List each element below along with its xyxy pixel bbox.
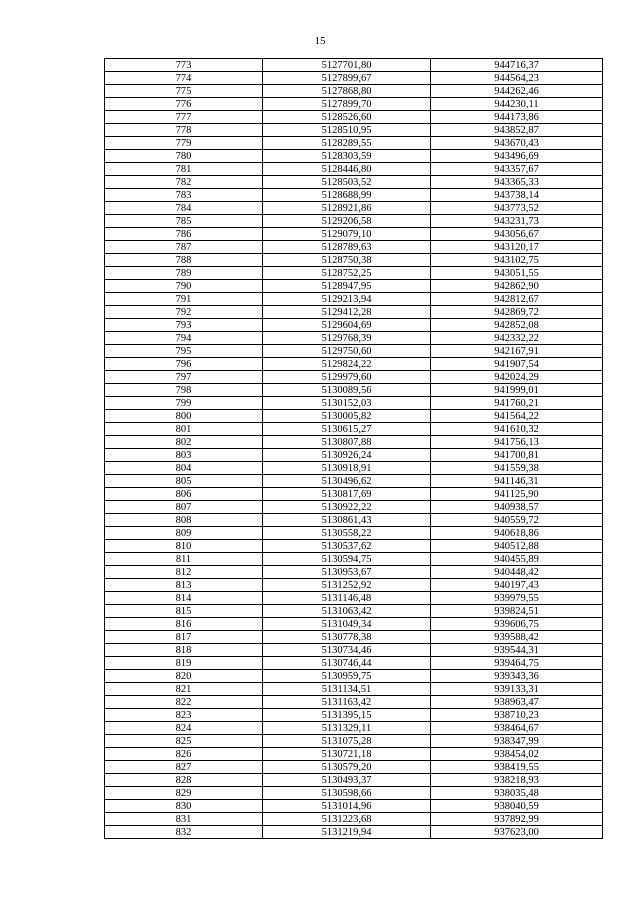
- point-number-cell: 823: [105, 709, 263, 722]
- x-coordinate-cell: 5130926,24: [263, 449, 431, 462]
- y-coordinate-cell: 942024,29: [431, 371, 603, 384]
- point-number-cell: 774: [105, 72, 263, 85]
- point-number-cell: 804: [105, 462, 263, 475]
- table-row: [105, 137, 603, 150]
- y-coordinate-cell: 940938,57: [431, 501, 603, 514]
- table-row: [105, 605, 603, 618]
- table-row: [105, 618, 603, 631]
- y-coordinate-cell: 942332,22: [431, 332, 603, 345]
- x-coordinate-cell: 5130918,91: [263, 462, 431, 475]
- point-number-cell: 810: [105, 540, 263, 553]
- x-coordinate-cell: 5130152,03: [263, 397, 431, 410]
- y-coordinate-cell: 938347,99: [431, 735, 603, 748]
- point-number-cell: 786: [105, 228, 263, 241]
- y-coordinate-cell: 940448,42: [431, 566, 603, 579]
- table-row: [105, 332, 603, 345]
- y-coordinate-cell: 942852,08: [431, 319, 603, 332]
- y-coordinate-cell: 943670,43: [431, 137, 603, 150]
- table-row: [105, 241, 603, 254]
- point-number-cell: 829: [105, 787, 263, 800]
- y-coordinate-cell: 944173,86: [431, 111, 603, 124]
- x-coordinate-cell: 5130579,20: [263, 761, 431, 774]
- x-coordinate-cell: 5127868,80: [263, 85, 431, 98]
- y-coordinate-cell: 939133,31: [431, 683, 603, 696]
- y-coordinate-cell: 940197,43: [431, 579, 603, 592]
- point-number-cell: 780: [105, 150, 263, 163]
- table-row: [105, 800, 603, 813]
- y-coordinate-cell: 941559,38: [431, 462, 603, 475]
- x-coordinate-cell: 5131223,68: [263, 813, 431, 826]
- table-row: [105, 579, 603, 592]
- point-number-cell: 825: [105, 735, 263, 748]
- point-number-cell: 796: [105, 358, 263, 371]
- table-row: [105, 319, 603, 332]
- x-coordinate-cell: 5131252,92: [263, 579, 431, 592]
- y-coordinate-cell: 941760,21: [431, 397, 603, 410]
- y-coordinate-cell: 941610,32: [431, 423, 603, 436]
- y-coordinate-cell: 943773,52: [431, 202, 603, 215]
- table-row: [105, 722, 603, 735]
- x-coordinate-cell: 5131219,94: [263, 826, 431, 839]
- x-coordinate-cell: 5127701,80: [263, 59, 431, 72]
- x-coordinate-cell: 5130746,44: [263, 657, 431, 670]
- x-coordinate-cell: 5128688,99: [263, 189, 431, 202]
- y-coordinate-cell: 943365,33: [431, 176, 603, 189]
- y-coordinate-cell: 943231,73: [431, 215, 603, 228]
- y-coordinate-cell: 943102,75: [431, 254, 603, 267]
- table-row: [105, 176, 603, 189]
- y-coordinate-cell: 939979,55: [431, 592, 603, 605]
- table-row: [105, 735, 603, 748]
- point-number-cell: 803: [105, 449, 263, 462]
- point-number-cell: 827: [105, 761, 263, 774]
- point-number-cell: 795: [105, 345, 263, 358]
- x-coordinate-cell: 5128446,80: [263, 163, 431, 176]
- y-coordinate-cell: 940455,89: [431, 553, 603, 566]
- table-row: [105, 280, 603, 293]
- y-coordinate-cell: 937623,00: [431, 826, 603, 839]
- x-coordinate-cell: 5131146,48: [263, 592, 431, 605]
- point-number-cell: 816: [105, 618, 263, 631]
- table-row: [105, 475, 603, 488]
- x-coordinate-cell: 5131075,28: [263, 735, 431, 748]
- x-coordinate-cell: 5128503,52: [263, 176, 431, 189]
- y-coordinate-cell: 938040,59: [431, 800, 603, 813]
- x-coordinate-cell: 5129750,60: [263, 345, 431, 358]
- y-coordinate-cell: 939588,42: [431, 631, 603, 644]
- table-row: [105, 384, 603, 397]
- point-number-cell: 811: [105, 553, 263, 566]
- y-coordinate-cell: 938218,93: [431, 774, 603, 787]
- x-coordinate-cell: 5128526,60: [263, 111, 431, 124]
- table-row: [105, 189, 603, 202]
- x-coordinate-cell: 5131329,11: [263, 722, 431, 735]
- x-coordinate-cell: 5130953,67: [263, 566, 431, 579]
- point-number-cell: 819: [105, 657, 263, 670]
- point-number-cell: 814: [105, 592, 263, 605]
- table-row: [105, 683, 603, 696]
- x-coordinate-cell: 5129213,94: [263, 293, 431, 306]
- table-row: [105, 527, 603, 540]
- x-coordinate-cell: 5130089,56: [263, 384, 431, 397]
- y-coordinate-cell: 941564,22: [431, 410, 603, 423]
- x-coordinate-cell: 5128303,59: [263, 150, 431, 163]
- y-coordinate-cell: 938464,67: [431, 722, 603, 735]
- point-number-cell: 822: [105, 696, 263, 709]
- point-number-cell: 785: [105, 215, 263, 228]
- x-coordinate-cell: 5128921,86: [263, 202, 431, 215]
- y-coordinate-cell: 941999,01: [431, 384, 603, 397]
- y-coordinate-cell: 943496,69: [431, 150, 603, 163]
- y-coordinate-cell: 944230,11: [431, 98, 603, 111]
- x-coordinate-cell: 5127899,70: [263, 98, 431, 111]
- y-coordinate-cell: 938035,48: [431, 787, 603, 800]
- point-number-cell: 779: [105, 137, 263, 150]
- point-number-cell: 789: [105, 267, 263, 280]
- y-coordinate-cell: 943738,14: [431, 189, 603, 202]
- table-row: [105, 72, 603, 85]
- table-row: [105, 111, 603, 124]
- y-coordinate-cell: 941907,54: [431, 358, 603, 371]
- x-coordinate-cell: 5131063,42: [263, 605, 431, 618]
- point-number-cell: 773: [105, 59, 263, 72]
- table-row: [105, 644, 603, 657]
- y-coordinate-cell: 940559,72: [431, 514, 603, 527]
- y-coordinate-cell: 944716,37: [431, 59, 603, 72]
- y-coordinate-cell: 939824,51: [431, 605, 603, 618]
- table-row: [105, 462, 603, 475]
- x-coordinate-cell: 5130615,27: [263, 423, 431, 436]
- y-coordinate-cell: 943051,55: [431, 267, 603, 280]
- y-coordinate-cell: 940618,86: [431, 527, 603, 540]
- table-row: [105, 748, 603, 761]
- x-coordinate-cell: 5129604,69: [263, 319, 431, 332]
- table-row: [105, 293, 603, 306]
- table-row: [105, 85, 603, 98]
- x-coordinate-cell: 5130598,66: [263, 787, 431, 800]
- table-row: [105, 631, 603, 644]
- table-row: [105, 488, 603, 501]
- y-coordinate-cell: 942167,91: [431, 345, 603, 358]
- point-number-cell: 794: [105, 332, 263, 345]
- y-coordinate-cell: 941700,81: [431, 449, 603, 462]
- table-row: [105, 566, 603, 579]
- x-coordinate-cell: 5128947,95: [263, 280, 431, 293]
- table-row: [105, 670, 603, 683]
- x-coordinate-cell: 5129824,22: [263, 358, 431, 371]
- table-row: [105, 657, 603, 670]
- table-row: [105, 202, 603, 215]
- table-row: [105, 306, 603, 319]
- table-row: [105, 98, 603, 111]
- y-coordinate-cell: 941756,13: [431, 436, 603, 449]
- x-coordinate-cell: 5128289,55: [263, 137, 431, 150]
- table-row: [105, 761, 603, 774]
- point-number-cell: 831: [105, 813, 263, 826]
- table-row: [105, 345, 603, 358]
- point-number-cell: 801: [105, 423, 263, 436]
- x-coordinate-cell: 5130721,18: [263, 748, 431, 761]
- y-coordinate-cell: 939606,75: [431, 618, 603, 631]
- x-coordinate-cell: 5131014,96: [263, 800, 431, 813]
- x-coordinate-cell: 5128510,95: [263, 124, 431, 137]
- x-coordinate-cell: 5127899,67: [263, 72, 431, 85]
- point-number-cell: 809: [105, 527, 263, 540]
- table-row: [105, 553, 603, 566]
- table-row: [105, 423, 603, 436]
- x-coordinate-cell: 5129768,39: [263, 332, 431, 345]
- x-coordinate-cell: 5130861,43: [263, 514, 431, 527]
- point-number-cell: 824: [105, 722, 263, 735]
- y-coordinate-cell: 939464,75: [431, 657, 603, 670]
- table-row: [105, 267, 603, 280]
- table-row: [105, 410, 603, 423]
- y-coordinate-cell: 943357,67: [431, 163, 603, 176]
- table-row: [105, 696, 603, 709]
- point-number-cell: 806: [105, 488, 263, 501]
- y-coordinate-cell: 937892,99: [431, 813, 603, 826]
- point-number-cell: 817: [105, 631, 263, 644]
- x-coordinate-cell: 5129412,28: [263, 306, 431, 319]
- point-number-cell: 792: [105, 306, 263, 319]
- y-coordinate-cell: 939544,31: [431, 644, 603, 657]
- y-coordinate-cell: 944262,46: [431, 85, 603, 98]
- y-coordinate-cell: 944564,23: [431, 72, 603, 85]
- x-coordinate-cell: 5130558,22: [263, 527, 431, 540]
- point-number-cell: 813: [105, 579, 263, 592]
- table-row: [105, 787, 603, 800]
- y-coordinate-cell: 942812,67: [431, 293, 603, 306]
- table-row: [105, 163, 603, 176]
- y-coordinate-cell: 938710,23: [431, 709, 603, 722]
- point-number-cell: 821: [105, 683, 263, 696]
- x-coordinate-cell: 5131049,34: [263, 618, 431, 631]
- point-number-cell: 777: [105, 111, 263, 124]
- x-coordinate-cell: 5130817,69: [263, 488, 431, 501]
- point-number-cell: 815: [105, 605, 263, 618]
- y-coordinate-cell: 943056,67: [431, 228, 603, 241]
- point-number-cell: 820: [105, 670, 263, 683]
- point-number-cell: 776: [105, 98, 263, 111]
- table-row: [105, 397, 603, 410]
- table-row: [105, 358, 603, 371]
- table-row: [105, 540, 603, 553]
- table-row: [105, 826, 603, 839]
- x-coordinate-cell: 5131395,15: [263, 709, 431, 722]
- x-coordinate-cell: 5130922,22: [263, 501, 431, 514]
- point-number-cell: 793: [105, 319, 263, 332]
- point-number-cell: 808: [105, 514, 263, 527]
- point-number-cell: 832: [105, 826, 263, 839]
- point-number-cell: 828: [105, 774, 263, 787]
- point-number-cell: 830: [105, 800, 263, 813]
- point-number-cell: 807: [105, 501, 263, 514]
- point-number-cell: 783: [105, 189, 263, 202]
- y-coordinate-cell: 940512,88: [431, 540, 603, 553]
- point-number-cell: 802: [105, 436, 263, 449]
- x-coordinate-cell: 5130493,37: [263, 774, 431, 787]
- table-row: [105, 514, 603, 527]
- table-row: [105, 449, 603, 462]
- y-coordinate-cell: 941125,90: [431, 488, 603, 501]
- point-number-cell: 782: [105, 176, 263, 189]
- x-coordinate-cell: 5130959,75: [263, 670, 431, 683]
- point-number-cell: 812: [105, 566, 263, 579]
- point-number-cell: 784: [105, 202, 263, 215]
- table-row: [105, 228, 603, 241]
- x-coordinate-cell: 5130734,46: [263, 644, 431, 657]
- x-coordinate-cell: 5130537,62: [263, 540, 431, 553]
- y-coordinate-cell: 941146,31: [431, 475, 603, 488]
- point-number-cell: 778: [105, 124, 263, 137]
- table-row: [105, 592, 603, 605]
- table-row: [105, 59, 603, 72]
- coordinates-table-body: [105, 59, 603, 839]
- table-row: [105, 709, 603, 722]
- x-coordinate-cell: 5131163,42: [263, 696, 431, 709]
- table-row: [105, 150, 603, 163]
- table-row: [105, 774, 603, 787]
- y-coordinate-cell: 939343,36: [431, 670, 603, 683]
- x-coordinate-cell: 5130594,75: [263, 553, 431, 566]
- table-row: [105, 254, 603, 267]
- x-coordinate-cell: 5130005,82: [263, 410, 431, 423]
- x-coordinate-cell: 5130807,88: [263, 436, 431, 449]
- y-coordinate-cell: 938419,55: [431, 761, 603, 774]
- y-coordinate-cell: 943120,17: [431, 241, 603, 254]
- x-coordinate-cell: 5128750,38: [263, 254, 431, 267]
- point-number-cell: 781: [105, 163, 263, 176]
- point-number-cell: 790: [105, 280, 263, 293]
- x-coordinate-cell: 5128789,63: [263, 241, 431, 254]
- x-coordinate-cell: 5129206,58: [263, 215, 431, 228]
- table-row: [105, 371, 603, 384]
- table-row: [105, 215, 603, 228]
- table-row: [105, 124, 603, 137]
- point-number-cell: 797: [105, 371, 263, 384]
- y-coordinate-cell: 938454,02: [431, 748, 603, 761]
- y-coordinate-cell: 943852,87: [431, 124, 603, 137]
- point-number-cell: 775: [105, 85, 263, 98]
- y-coordinate-cell: 938963,47: [431, 696, 603, 709]
- x-coordinate-cell: 5128752,25: [263, 267, 431, 280]
- table-row: [105, 501, 603, 514]
- x-coordinate-cell: 5131134,51: [263, 683, 431, 696]
- table-row: [105, 813, 603, 826]
- point-number-cell: 798: [105, 384, 263, 397]
- point-number-cell: 787: [105, 241, 263, 254]
- point-number-cell: 791: [105, 293, 263, 306]
- y-coordinate-cell: 942869,72: [431, 306, 603, 319]
- x-coordinate-cell: 5129079,10: [263, 228, 431, 241]
- point-number-cell: 800: [105, 410, 263, 423]
- point-number-cell: 818: [105, 644, 263, 657]
- point-number-cell: 826: [105, 748, 263, 761]
- x-coordinate-cell: 5130778,38: [263, 631, 431, 644]
- y-coordinate-cell: 942862,90: [431, 280, 603, 293]
- point-number-cell: 805: [105, 475, 263, 488]
- x-coordinate-cell: 5129979,60: [263, 371, 431, 384]
- coordinates-table: [104, 58, 603, 839]
- point-number-cell: 799: [105, 397, 263, 410]
- table-row: [105, 436, 603, 449]
- x-coordinate-cell: 5130496,62: [263, 475, 431, 488]
- page-number: 15: [314, 35, 326, 47]
- point-number-cell: 788: [105, 254, 263, 267]
